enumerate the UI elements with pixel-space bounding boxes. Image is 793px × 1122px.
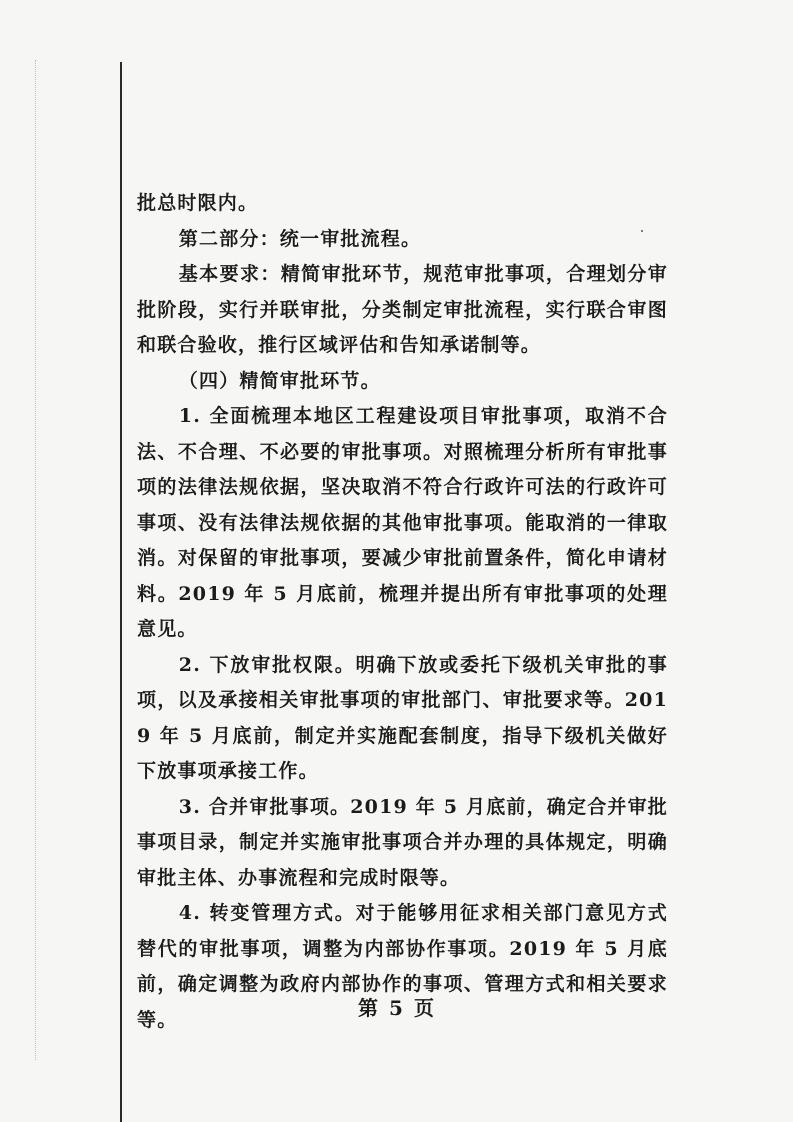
paragraph-text: 第二部分：统一审批流程。 <box>178 227 422 250</box>
paragraph-text: 精简审批环节，规范审批事项，合理划分审批阶段，实行并联审批，分类制定审批流程，实行联合审图和联合验收，推行区域评估和告知承诺制等。 <box>137 263 668 356</box>
paragraph-text: 1. 全面梳理本地区工程建设项目审批事项，取消不合法、不合理、不必要的审批事项。对照梳理分析所有审批事项的法律法规依据，坚决取消不符合行政许可法的行政许可事项、没有法律法规依据的其他审批事项。能取消的一律取消。对保留的审批事项，要减少审批前置条件，简化申请材料。2019 年 5 月底前，梳理并提出所有审批事项的处理意见。 <box>137 405 668 640</box>
footer-prefix: 第 <box>358 996 380 1020</box>
margin-dotted-line <box>35 60 37 1060</box>
paragraph <box>137 399 668 648</box>
paragraph-text: 批总时限内。 <box>137 192 259 214</box>
document-body <box>137 186 668 1038</box>
paragraph <box>137 257 668 364</box>
paragraph-text: （四）精简审批环节。 <box>178 369 381 392</box>
paragraph <box>137 648 668 790</box>
paragraph-text: 3. 合并审批事项。2019 年 5 月底前，确定合并审批事项目录，制定并实施审批事项合并办理的具体规定，明确审批主体、办事流程和完成时限等。 <box>137 795 668 889</box>
paragraph-text: 2. 下放审批权限。明确下放或委托下级机关审批的事项，以及承接相关审批事项的审批部门、审批要求等。2019 年 5 月底前，制定并实施配套制度，指导下级机关做好下放事项承接工作。 <box>137 653 668 782</box>
paragraph <box>137 186 668 222</box>
subsection-heading <box>137 364 668 400</box>
paragraph <box>137 790 668 897</box>
paragraph-text: 4. 转变管理方式。对于能够用征求相关部门意见方式替代的审批事项，调整为内部协作事项。2019 年 5 月底前，确定调整为政府内部协作的事项、管理方式和相关要求等。 <box>137 902 668 1031</box>
paragraph-lead: 基本要求： <box>178 263 281 285</box>
section-heading <box>137 222 668 258</box>
page-footer <box>0 992 793 1021</box>
page-number: 5 <box>389 996 404 1020</box>
binding-margin-line <box>120 62 122 1122</box>
footer-suffix: 页 <box>413 996 435 1020</box>
